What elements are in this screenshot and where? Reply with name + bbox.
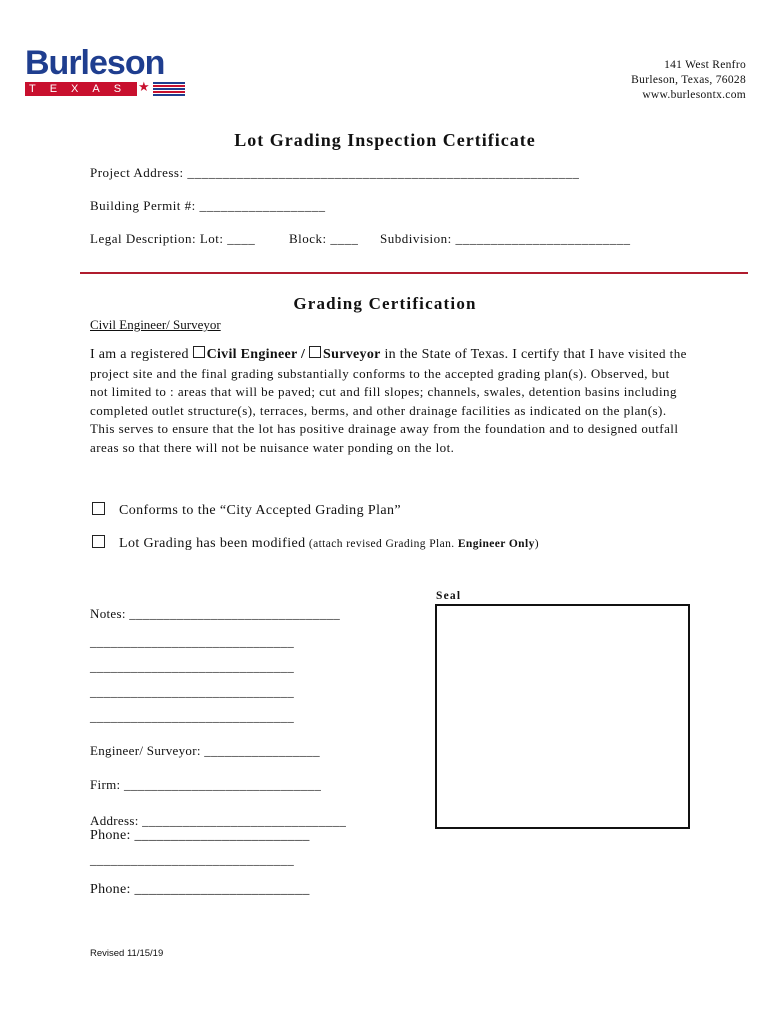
page-title: Lot Grading Inspection Certificate xyxy=(234,130,536,150)
extra-line[interactable]: ______________________________ xyxy=(90,852,294,867)
surveyor-checkbox[interactable] xyxy=(309,346,321,358)
notes-line[interactable]: ______________________________ xyxy=(90,659,294,674)
section-subtitle: Civil Engineer/ Surveyor xyxy=(90,317,221,332)
modified-option[interactable]: Lot Grading has been modified (attach revised Grading Plan. Engineer Only) xyxy=(92,535,539,552)
revision-date: Revised 11/15/19 xyxy=(90,948,164,959)
civil-engineer-checkbox[interactable] xyxy=(193,346,205,358)
star-icon: ★ xyxy=(138,80,150,95)
modified-checkbox[interactable] xyxy=(92,535,105,548)
address-website: www.burlesontx.com xyxy=(642,89,746,101)
conforms-label: Conforms to the “City Accepted Grading Plan” xyxy=(119,503,401,518)
building-permit-field[interactable]: Building Permit #: __________________ xyxy=(90,198,326,213)
engineer-surveyor-field[interactable]: Engineer/ Surveyor: _________________ xyxy=(90,743,320,758)
legal-lot-field[interactable]: Legal Description: Lot: ____ xyxy=(90,231,256,246)
modified-label: Lot Grading has been modified xyxy=(119,536,306,551)
firm-field[interactable]: Firm: _____________________________ xyxy=(90,777,322,792)
notes-line[interactable]: ______________________________ xyxy=(90,634,294,649)
project-address-field[interactable]: Project Address: ________________________________________________________ xyxy=(90,165,580,180)
flag-stripes xyxy=(153,82,185,96)
logo-wordmark: Burleson xyxy=(25,44,165,82)
surveyor-label: Surveyor xyxy=(323,347,381,362)
notes-line[interactable]: ______________________________ xyxy=(90,709,294,724)
address-city: Burleson, Texas, 76028 xyxy=(631,74,746,86)
legal-block-field[interactable]: Block: ____ xyxy=(289,231,359,246)
seal-label: Seal xyxy=(436,590,462,602)
address-field[interactable]: Address: ______________________________ xyxy=(90,813,347,828)
phone-field[interactable]: Phone: ________________________ xyxy=(90,828,310,843)
city-logo xyxy=(25,44,190,100)
address-street: 141 West Renfro xyxy=(664,59,746,71)
city-address xyxy=(631,58,746,103)
phone-field-2[interactable]: Phone: ________________________ xyxy=(90,882,310,897)
conforms-checkbox[interactable] xyxy=(92,502,105,515)
notes-field[interactable]: Notes: _______________________________ xyxy=(90,606,341,621)
notes-line[interactable]: ______________________________ xyxy=(90,684,294,699)
logo-state-band: TEXAS xyxy=(25,82,137,96)
legal-subdivision-field[interactable]: Subdivision: _________________________ xyxy=(380,231,631,246)
certification-body: have visited the project site and the final grading substantially conforms to the accepted grading plan(s). Observed, but not limited to : areas that will be paved; cut and fill slopes; channels, swales, detention basins including completed outlet structure(s), terraces, berms, and other drainage facilities as indicated on the plan(s). This serves to ensure that the lot has positive drainage away from the foundation and to designed outfall areas so that there will not be nuisance water ponding on the lot. xyxy=(90,346,687,455)
certification-paragraph: I am a registered Civil Engineer / Surveyor in the State of Texas. I certify that I have visited the project site and the final grading substantially conforms to the accepted grading plan(s). Observed, but not limited to : areas that will be paved; cut and fill slopes; channels, swales, detention basins including completed outlet structure(s), terraces, berms, and other drainage facilities as indicated on the plan(s). This serves to ensure that the lot has positive drainage away from the foundation and to designed outfall areas so that there will not be nuisance water ponding on the lot. xyxy=(90,346,687,455)
section-title: Grading Certification xyxy=(293,294,477,313)
civil-engineer-label: Civil Engineer xyxy=(206,347,298,362)
seal-box[interactable] xyxy=(435,604,690,829)
section-divider xyxy=(80,272,748,274)
conforms-option[interactable] xyxy=(92,502,401,519)
